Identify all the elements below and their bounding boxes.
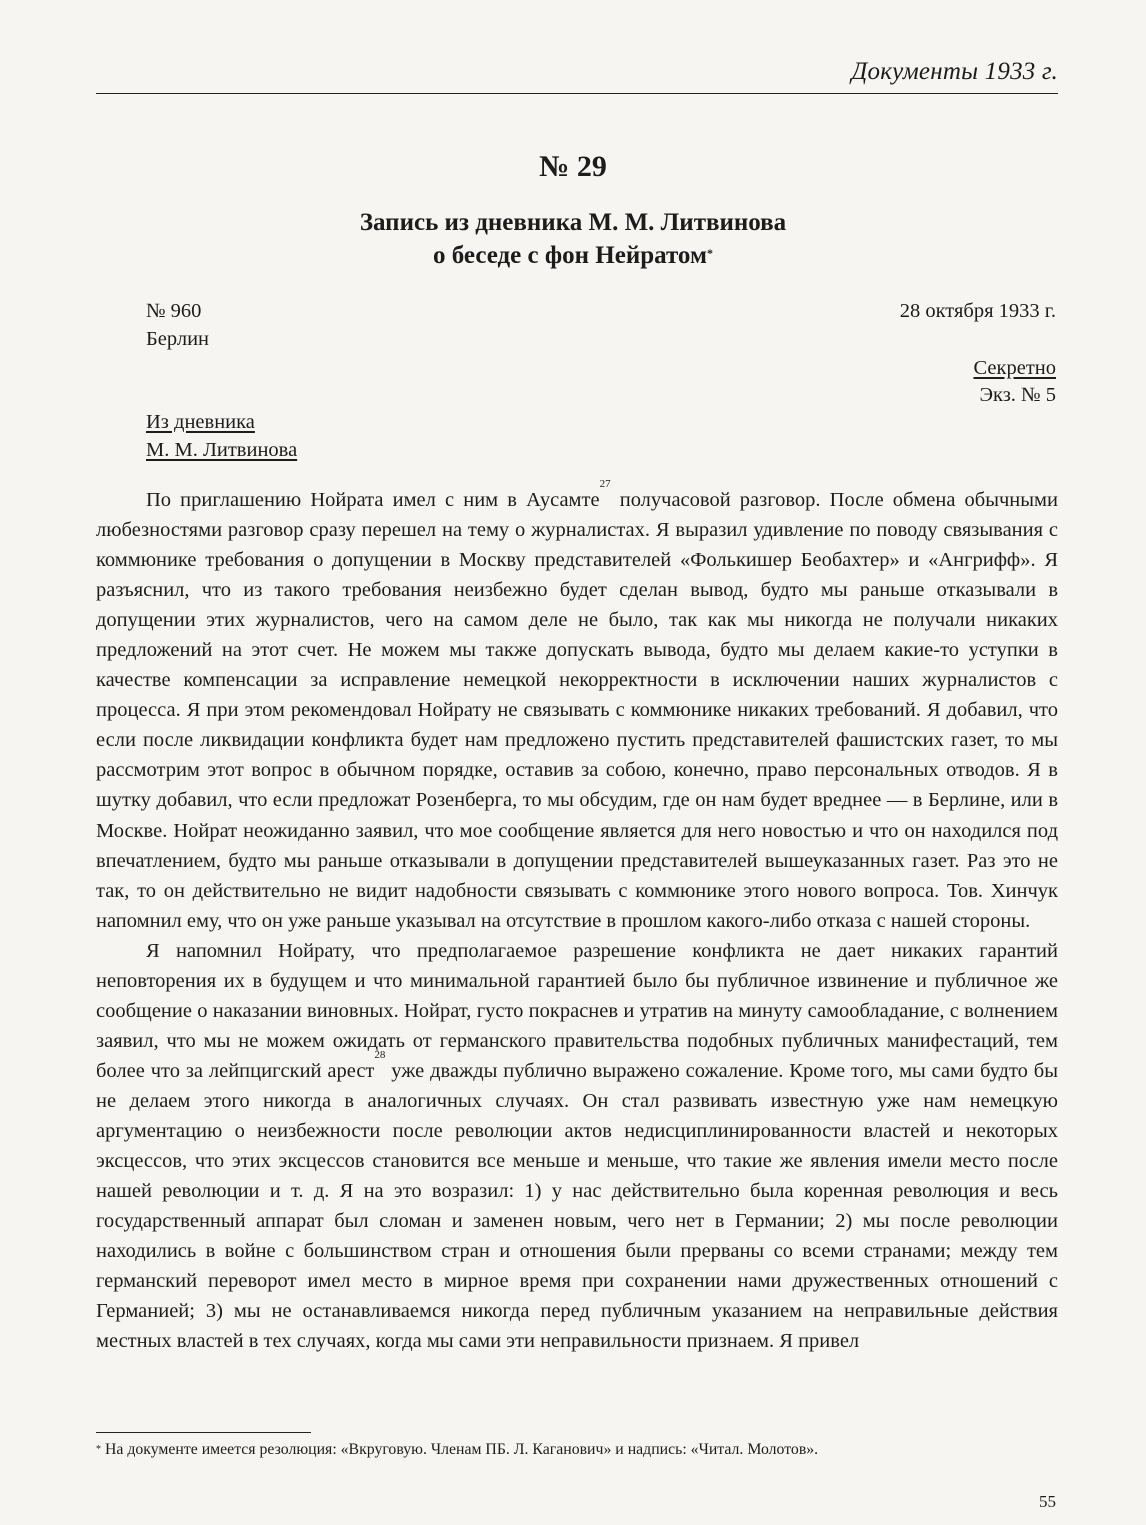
- registration-number: № 960: [146, 300, 202, 322]
- paragraph-1-rest: получасовой разговор. После обмена обычными любезностями разговор сразу перешел на тему о журналистах. Я выразил удивление по поводу связывания с коммюнике требования о допущении в Москву представителей «Фолькишер Беобахтер» и «Ангрифф». Я разъяснил, что из такого требования неизбежно будет сделан вывод, будто мы раньше отказывали в допущении этих журналистов, чего на самом деле не было, так как мы никогда не получали никаких предложений на этот счет. Не можем мы также допускать вывода, будто мы делаем какие-то уступки в качестве компенсации за исправление немецкой некорректности в исключении наших журналистов с процесса. Я при этом рекомендовал Нойрату не связывать с коммюнике никаких требований. Я добавил, что если после ликвидации конфликта будет нам предложено пустить представителей фашистских газет, то мы рассмотрим этот вопрос в обычном порядке, оставив за собою, конечно, право персональных отводов. Я в шутку добавил, что если предложат Розенберга, то мы обсудим, где он нам будет вреднее — в Берлине, или в Москве. Нойрат неожиданно заявил, что мое сообщение является для него новостью и что он находился под впечатлением, будто мы раньше отказывали в допущении представителей вышеуказанных газет. Раз это не так, то он действительно не видит надобности связывать с коммюнике этого нового вопроса. Тов. Хинчук напомнил ему, что он уже раньше указывал на отсутствие в прошлом какого-либо отказа с нашей стороны.: [96, 489, 1058, 932]
- source-line-1: Из дневника: [146, 411, 255, 433]
- paragraph-1: [96, 478, 1058, 936]
- document-title: [0, 206, 1146, 272]
- title-footnote-marker: *: [707, 246, 713, 260]
- paragraph-2: [96, 936, 1058, 1357]
- footnote-ref-28: 28: [374, 1048, 386, 1061]
- paragraph-1-start: По приглашению Нойрата имел с ним в Аусамте: [146, 489, 600, 511]
- document-title-line-2-text: о беседе с фон Нейратом: [433, 242, 707, 269]
- footnote-ref-27: 27: [599, 478, 611, 490]
- footnote-text: На документе имеется резолюция: «Вкруговую. Членам ПБ. Л. Каганович» и надпись: «Читал. Молотов».: [101, 1441, 819, 1458]
- document-title-line-1: Запись из дневника М. М. Литвинова: [359, 209, 787, 236]
- paragraph-2-rest: уже дважды публично выражено сожаление. Кроме того, мы сами будто бы не делаем этого никогда в аналогичных случаях. Он стал развивать известную уже нам немецкую аргументацию о неизбежности после революции актов недисциплинированности властей и некоторых эксцессов, что этих эксцессов становится все меньше и меньше, что такие же явления имели место после нашей революции и т. д. Я на это возразил: 1) у нас действительно была коренная революция и весь государственный аппарат был сломан и заменен новым, чего нет в Германии; 2) мы после революции находились в войне с большинством стран и отношения были прерваны со всеми странами; между тем германский переворот имел место в мирное время при сохранении нами дружественных отношений с Германией; 3) мы не останавливаемся никогда перед публичным указанием на неправильные действия местных властей в тех случаях, когда мы сами эти неправильности признаем. Я привел: [96, 1059, 1058, 1353]
- document-date: 28 октября 1933 г.: [899, 300, 1056, 322]
- source-line-2: М. М. Литвинова: [146, 439, 298, 461]
- footnote: [96, 1440, 818, 1460]
- running-header: Документы 1933 г.: [851, 58, 1058, 85]
- footnote-rule: [96, 1432, 311, 1433]
- copy-number: Экз. № 5: [979, 384, 1056, 406]
- paragraph-2-start: Я напомнил Нойрату, что предполагаемое разрешение конфликта не дает никаких гарантий неповторения их в будущем и что минимальной гарантией было бы публичное извинение и публичное же сообщение о наказании виновных. Нойрат, густо покраснев и утратив на минуту самообладание, с волнением заявил, что мы не можем ожидать от германского правительства подобных публичных манифестаций, тем более что за лейпцигский арест: [96, 939, 1058, 1082]
- document-place: Берлин: [146, 328, 210, 350]
- header-rule: [96, 93, 1058, 94]
- classification-stamp: Секретно: [973, 357, 1056, 379]
- page-number: 55: [1039, 1492, 1056, 1511]
- document-number: № 29: [539, 150, 607, 183]
- body-text: [96, 478, 1058, 1356]
- document-title-line-2: [0, 239, 1146, 272]
- footnote-marker: *: [96, 1444, 101, 1455]
